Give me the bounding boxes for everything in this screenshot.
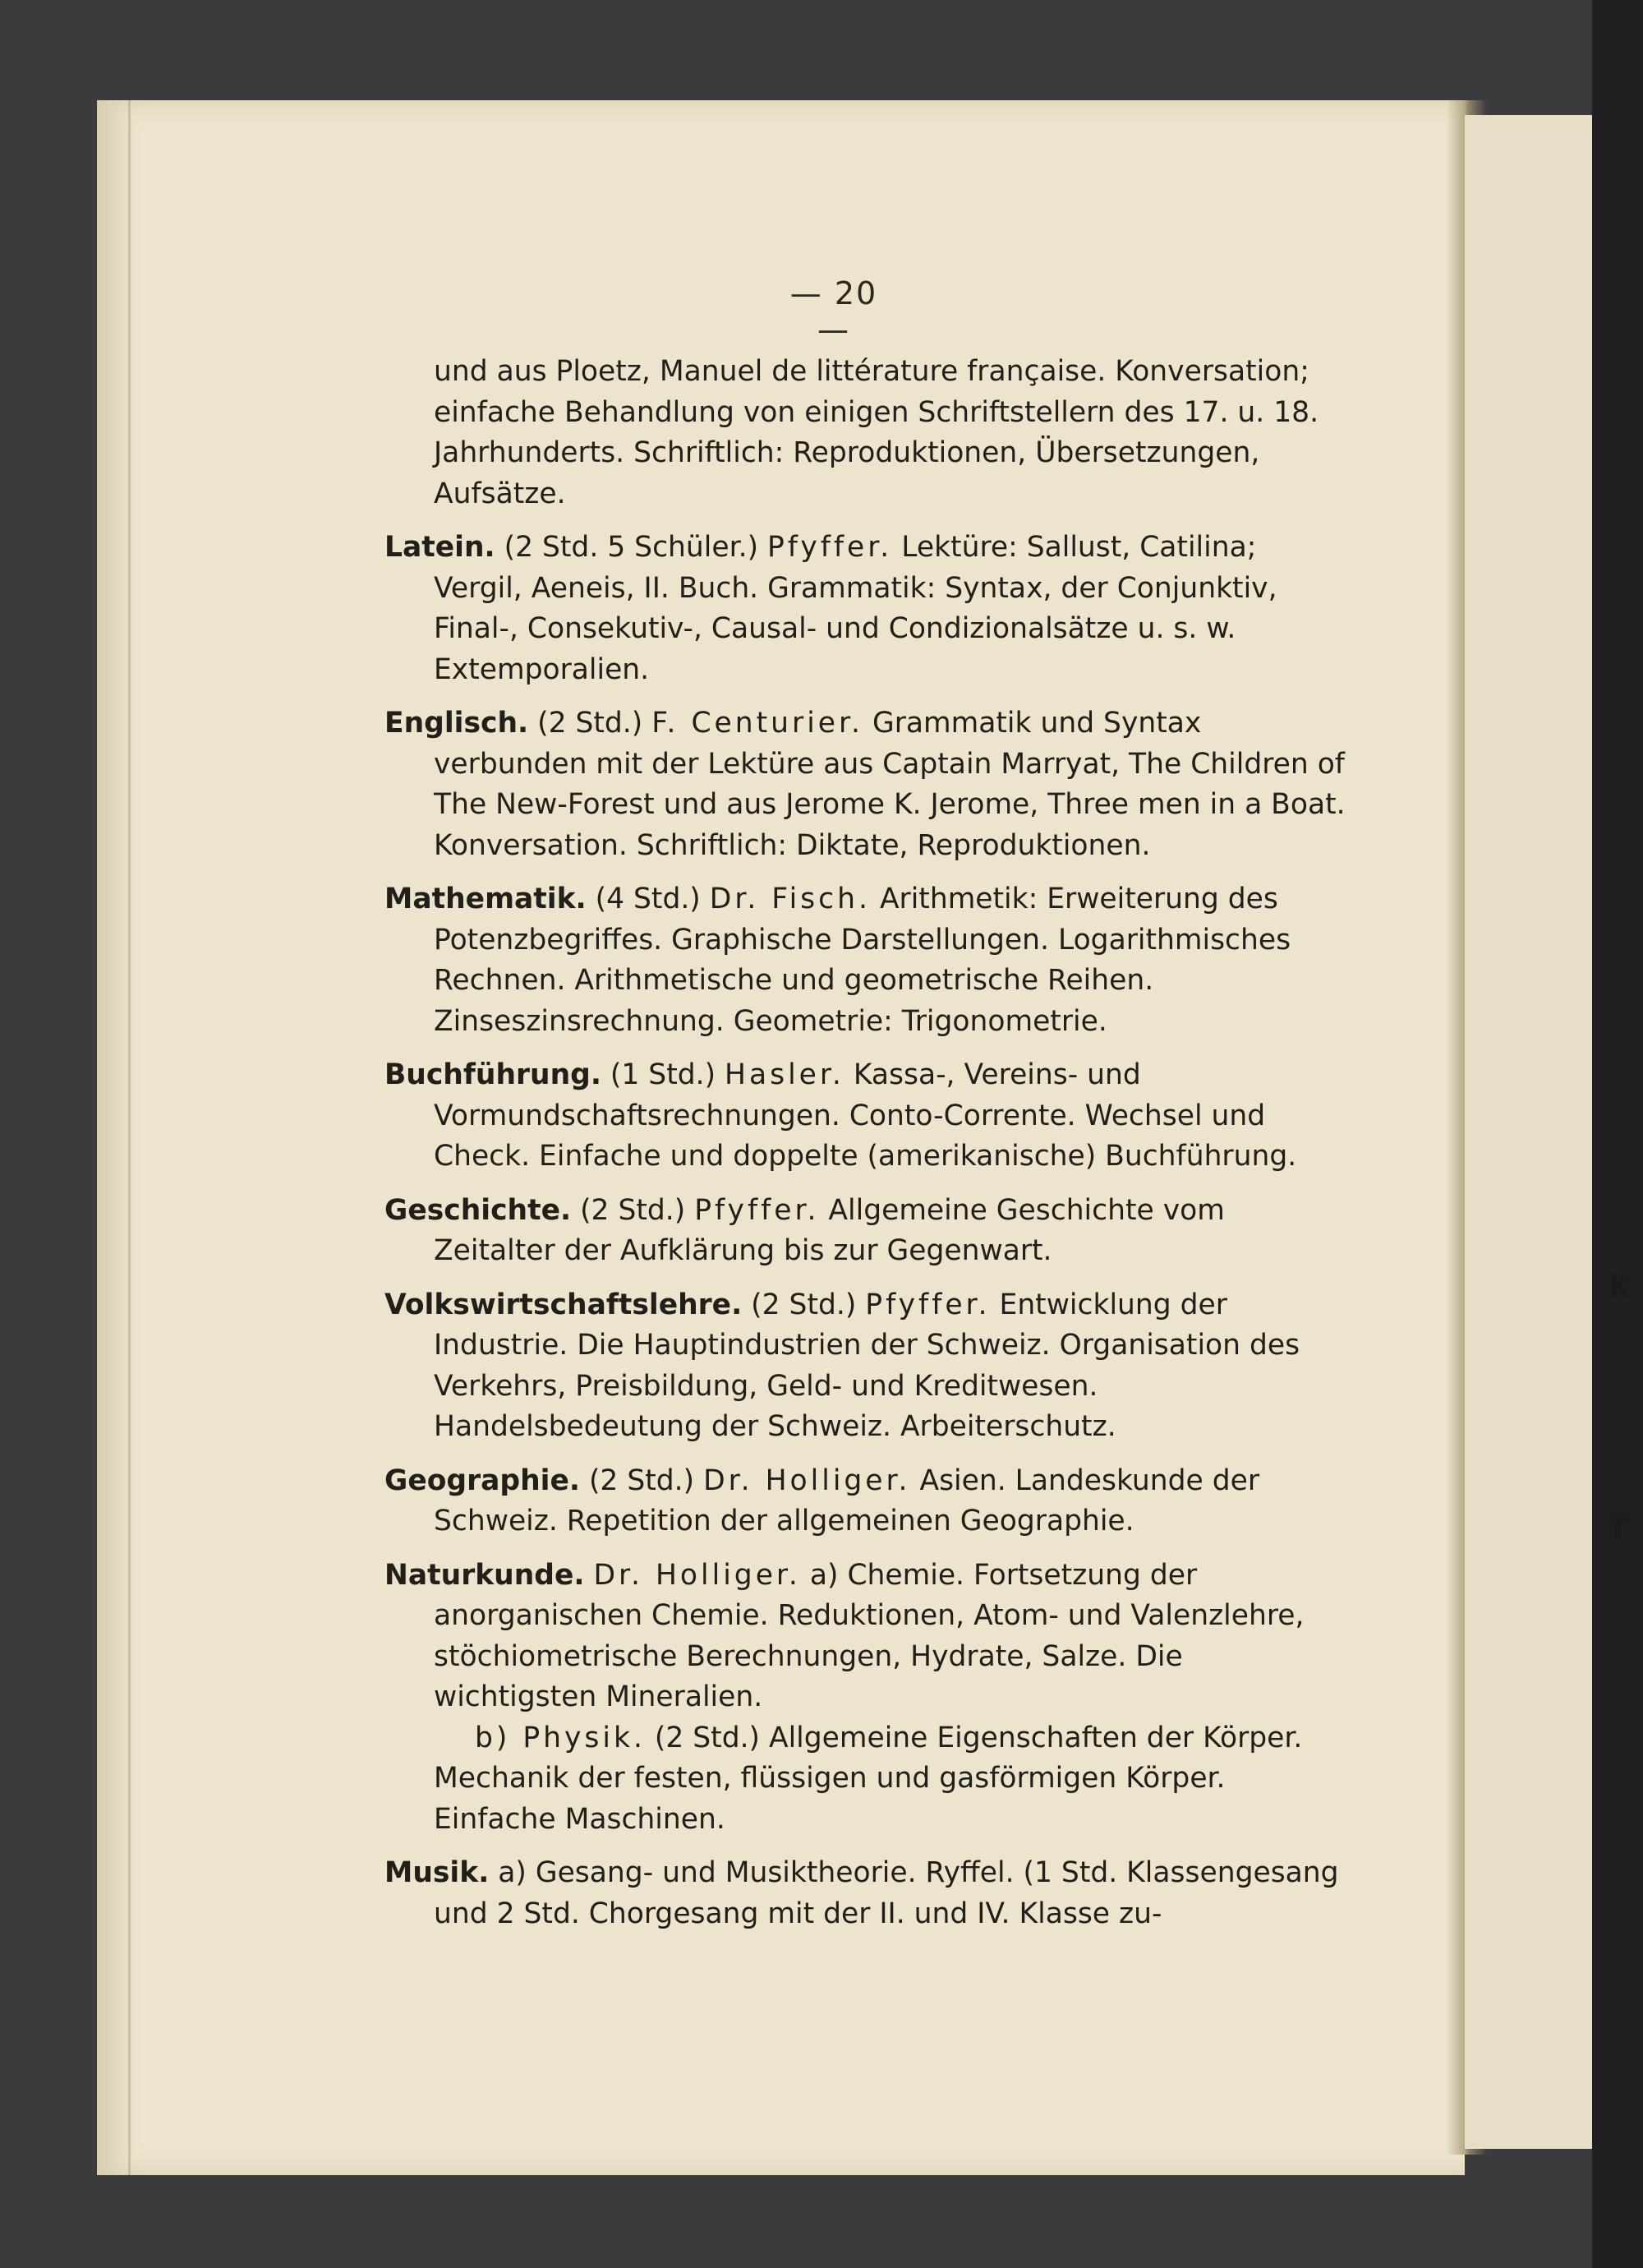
entry-buchfuehrung	[384, 1055, 1346, 1178]
intro-paragraph: und aus Ploetz, Manuel de littérature française. Konversation; einfache Behandlung von einigen Schriftstellern des 17. u. 18. Jahrhunderts. Schriftlich: Reproduktionen, Übersetzungen, Aufsätze.	[434, 355, 1319, 510]
entry-physik	[384, 1718, 1346, 1841]
musik-text: a) Gesang- und Musiktheorie. Ryffel. (1 Std. Klassengesang und 2 Std. Chorgesang mit der II. und IV. Klasse zu-	[434, 1856, 1339, 1930]
entry-text: Lektüre: Sallust, Catilina; Vergil, Aeneis, II. Buch. Grammatik: Syntax, der Conjunktiv, Final-, Consekutiv-, Causal- und Condizionalsätze u. s. w. Extemporalien.	[434, 531, 1277, 686]
entry-latein	[384, 528, 1346, 690]
entry-term: Buchführung.	[384, 1058, 601, 1091]
entry-teacher: Pfyffer.	[694, 1193, 820, 1227]
margin-letter-2: T	[1608, 1512, 1629, 1546]
entry-text: Allgemeine Geschichte vom Zeitalter der Aufklärung bis zur Gegenwart.	[434, 1193, 1225, 1267]
body-text	[384, 352, 1346, 1948]
margin-letter-1: K	[1608, 1270, 1631, 1303]
entry-teacher: Dr. Fisch.	[709, 883, 871, 915]
entry-teacher: F. Centurier.	[651, 707, 864, 740]
page-number: — 20 —	[789, 275, 878, 348]
entry-text: Asien. Landeskunde der Schweiz. Repetition der allgemeinen Geographie.	[434, 1464, 1260, 1537]
scanner-background	[1592, 0, 1643, 2268]
entry-teacher: Dr. Holliger.	[703, 1464, 911, 1497]
entry-term: Mathematik.	[384, 883, 587, 915]
entry-naturkunde	[384, 1556, 1346, 1718]
entry-teacher: Dr. Holliger.	[593, 1558, 801, 1592]
entry-musik	[384, 1853, 1346, 1934]
entry-info: (2 Std.)	[588, 1464, 695, 1497]
entry-text: Grammatik und Syntax verbunden mit der Lektüre aus Captain Marryat, The Children of The New-Forest und aus Jerome K. Jerome, Three men in a Boat. Konversation. Schriftlich: Diktate, Reproduktionen.	[434, 707, 1346, 862]
entry-info: (2 Std.)	[580, 1193, 686, 1227]
entry-info: (2 Std. 5 Schüler.)	[504, 531, 759, 564]
entry-term: Volkswirtschaftslehre.	[384, 1288, 743, 1321]
entry-volkswirtschaftslehre	[384, 1285, 1346, 1448]
entry-term: Geschichte.	[384, 1193, 572, 1227]
entry-teacher: Pfyffer.	[767, 531, 893, 564]
entry-geschichte	[384, 1191, 1346, 1272]
entry-text: a) Chemie. Fortsetzung der anorganischen Chemie. Reduktionen, Atom- und Valenzlehre, stöchiometrische Berechnungen, Hydrate, Salze. Die wichtigsten Mineralien.	[434, 1558, 1305, 1713]
entry-term: Naturkunde.	[384, 1558, 585, 1592]
entry-info: (1 Std.)	[610, 1058, 716, 1091]
entry-info: (2 Std.)	[537, 707, 643, 740]
entry-term: Latein.	[384, 531, 495, 564]
entry-mathematik	[384, 879, 1346, 1042]
entry-term: Geographie.	[384, 1464, 580, 1497]
entry-text: Entwicklung der Industrie. Die Hauptindustrien der Schweiz. Organisation des Verkehrs, Preisbildung, Geld- und Kreditwesen. Handelsbedeutung der Schweiz. Arbeiterschutz.	[434, 1288, 1300, 1443]
entry-text: Kassa-, Vereins- und Vormundschaftsrechnungen. Conto-Corrente. Wechsel und Check. Einfache und doppelte (amerikanische) Buchführung.	[434, 1058, 1297, 1173]
physik-label: b) Physik.	[475, 1721, 646, 1754]
entry-teacher: Pfyffer.	[865, 1288, 991, 1321]
entry-text: Arithmetik: Erweiterung des Potenzbegriffes. Graphische Darstellungen. Logarithmisches Rechnen. Arithmetische und geometrische Reihen. Zinseszinsrechnung. Geometrie: Trigonometrie.	[434, 883, 1291, 1038]
physik-text: (2 Std.) Allgemeine Eigenschaften der Körper. Mechanik der festen, flüssigen und gasförmigen Körper. Einfache Maschinen.	[434, 1721, 1303, 1836]
entry-geographie	[384, 1461, 1346, 1542]
entry-englisch	[384, 703, 1346, 866]
entry-term: Englisch.	[384, 707, 529, 740]
entry-term: Musik.	[384, 1856, 490, 1889]
entry-info: (2 Std.)	[751, 1288, 857, 1321]
entry-teacher: Hasler.	[725, 1058, 845, 1091]
entry-info: (4 Std.)	[595, 883, 701, 915]
